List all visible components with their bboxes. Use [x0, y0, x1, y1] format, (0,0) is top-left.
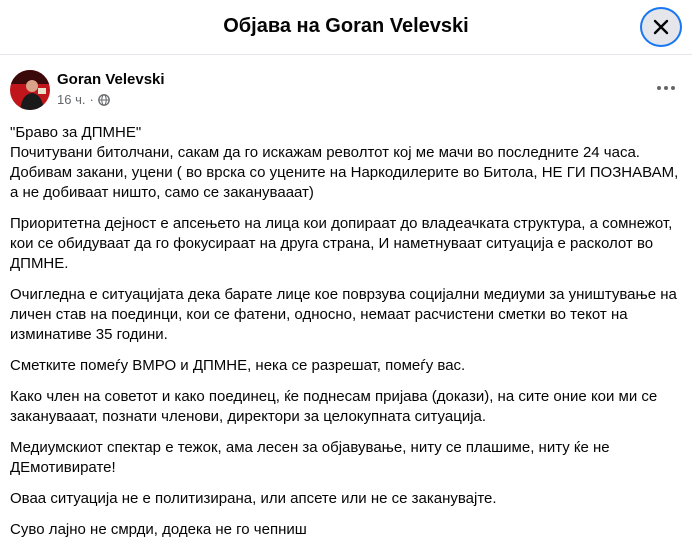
post-body [10, 123, 685, 551]
globe-icon[interactable] [98, 94, 110, 106]
more-dot [664, 86, 668, 90]
avatar-image [10, 70, 50, 110]
post-paragraph: Како член на советот и како поединец, ќе поднесам пријава (докази), на сите оние кои ми се заканувааат, познати членови, директори за целокупната ситуација. [10, 388, 658, 425]
post-paragraph: Медиумскиот спектар е тежок, ама лесен за објавување, ниту се плашиме, ниту ќе не ДЕмотивирате! [10, 439, 610, 476]
close-button[interactable] [640, 7, 682, 47]
dialog-title: Објава на Goran Velevski [223, 15, 469, 37]
meta-separator: · [89, 92, 94, 107]
post-paragraph: Приоритетна дејност е апсењето на лица кои допираат до владеачката структура, а сомнежот, кои се обидуваат да го фокусираат на друга страна, И наметнуваат ситуација е расколот во ДПМНЕ. [10, 215, 673, 272]
post-paragraph: Очигледна е ситуацијата дека барате лице кое поврзува социјални медиуми за уништување на личен став на поединци, кои се фатени, односно, немаат расчистени сметки во текот на изминативе 35 години. [10, 286, 677, 343]
post-paragraph: Оваа ситуација не е политизирана, или апсете или не се заканувајте. [10, 490, 497, 507]
post-paragraph: Сметките помеѓу ВМРО и ДПМНЕ, нека се разрешат, помеѓу вас. [10, 357, 466, 374]
avatar[interactable] [10, 70, 50, 110]
dialog-header [0, 0, 692, 55]
more-dot [671, 86, 675, 90]
post-meta [57, 92, 110, 107]
post-paragraph: Сувo лајно не смрди, додека не го чепниш [10, 521, 307, 538]
close-icon [652, 18, 670, 36]
post-paragraph: "Браво за ДПМНЕ" Почитувани битолчани, сакам да го искажам револтот кој ме мачи во последните 24 часа. Добивам закани, уцени ( во врска со уцените на Наркодилерите во Битола, НЕ ГИ ПОЗНАВАМ, а не добиваат ништо, само се заканувааат) [10, 124, 679, 201]
post-time[interactable]: 16 ч. [57, 92, 86, 107]
more-options-button[interactable] [652, 76, 680, 100]
more-dot [657, 86, 661, 90]
author-name[interactable]: Goran Velevski [57, 71, 165, 88]
